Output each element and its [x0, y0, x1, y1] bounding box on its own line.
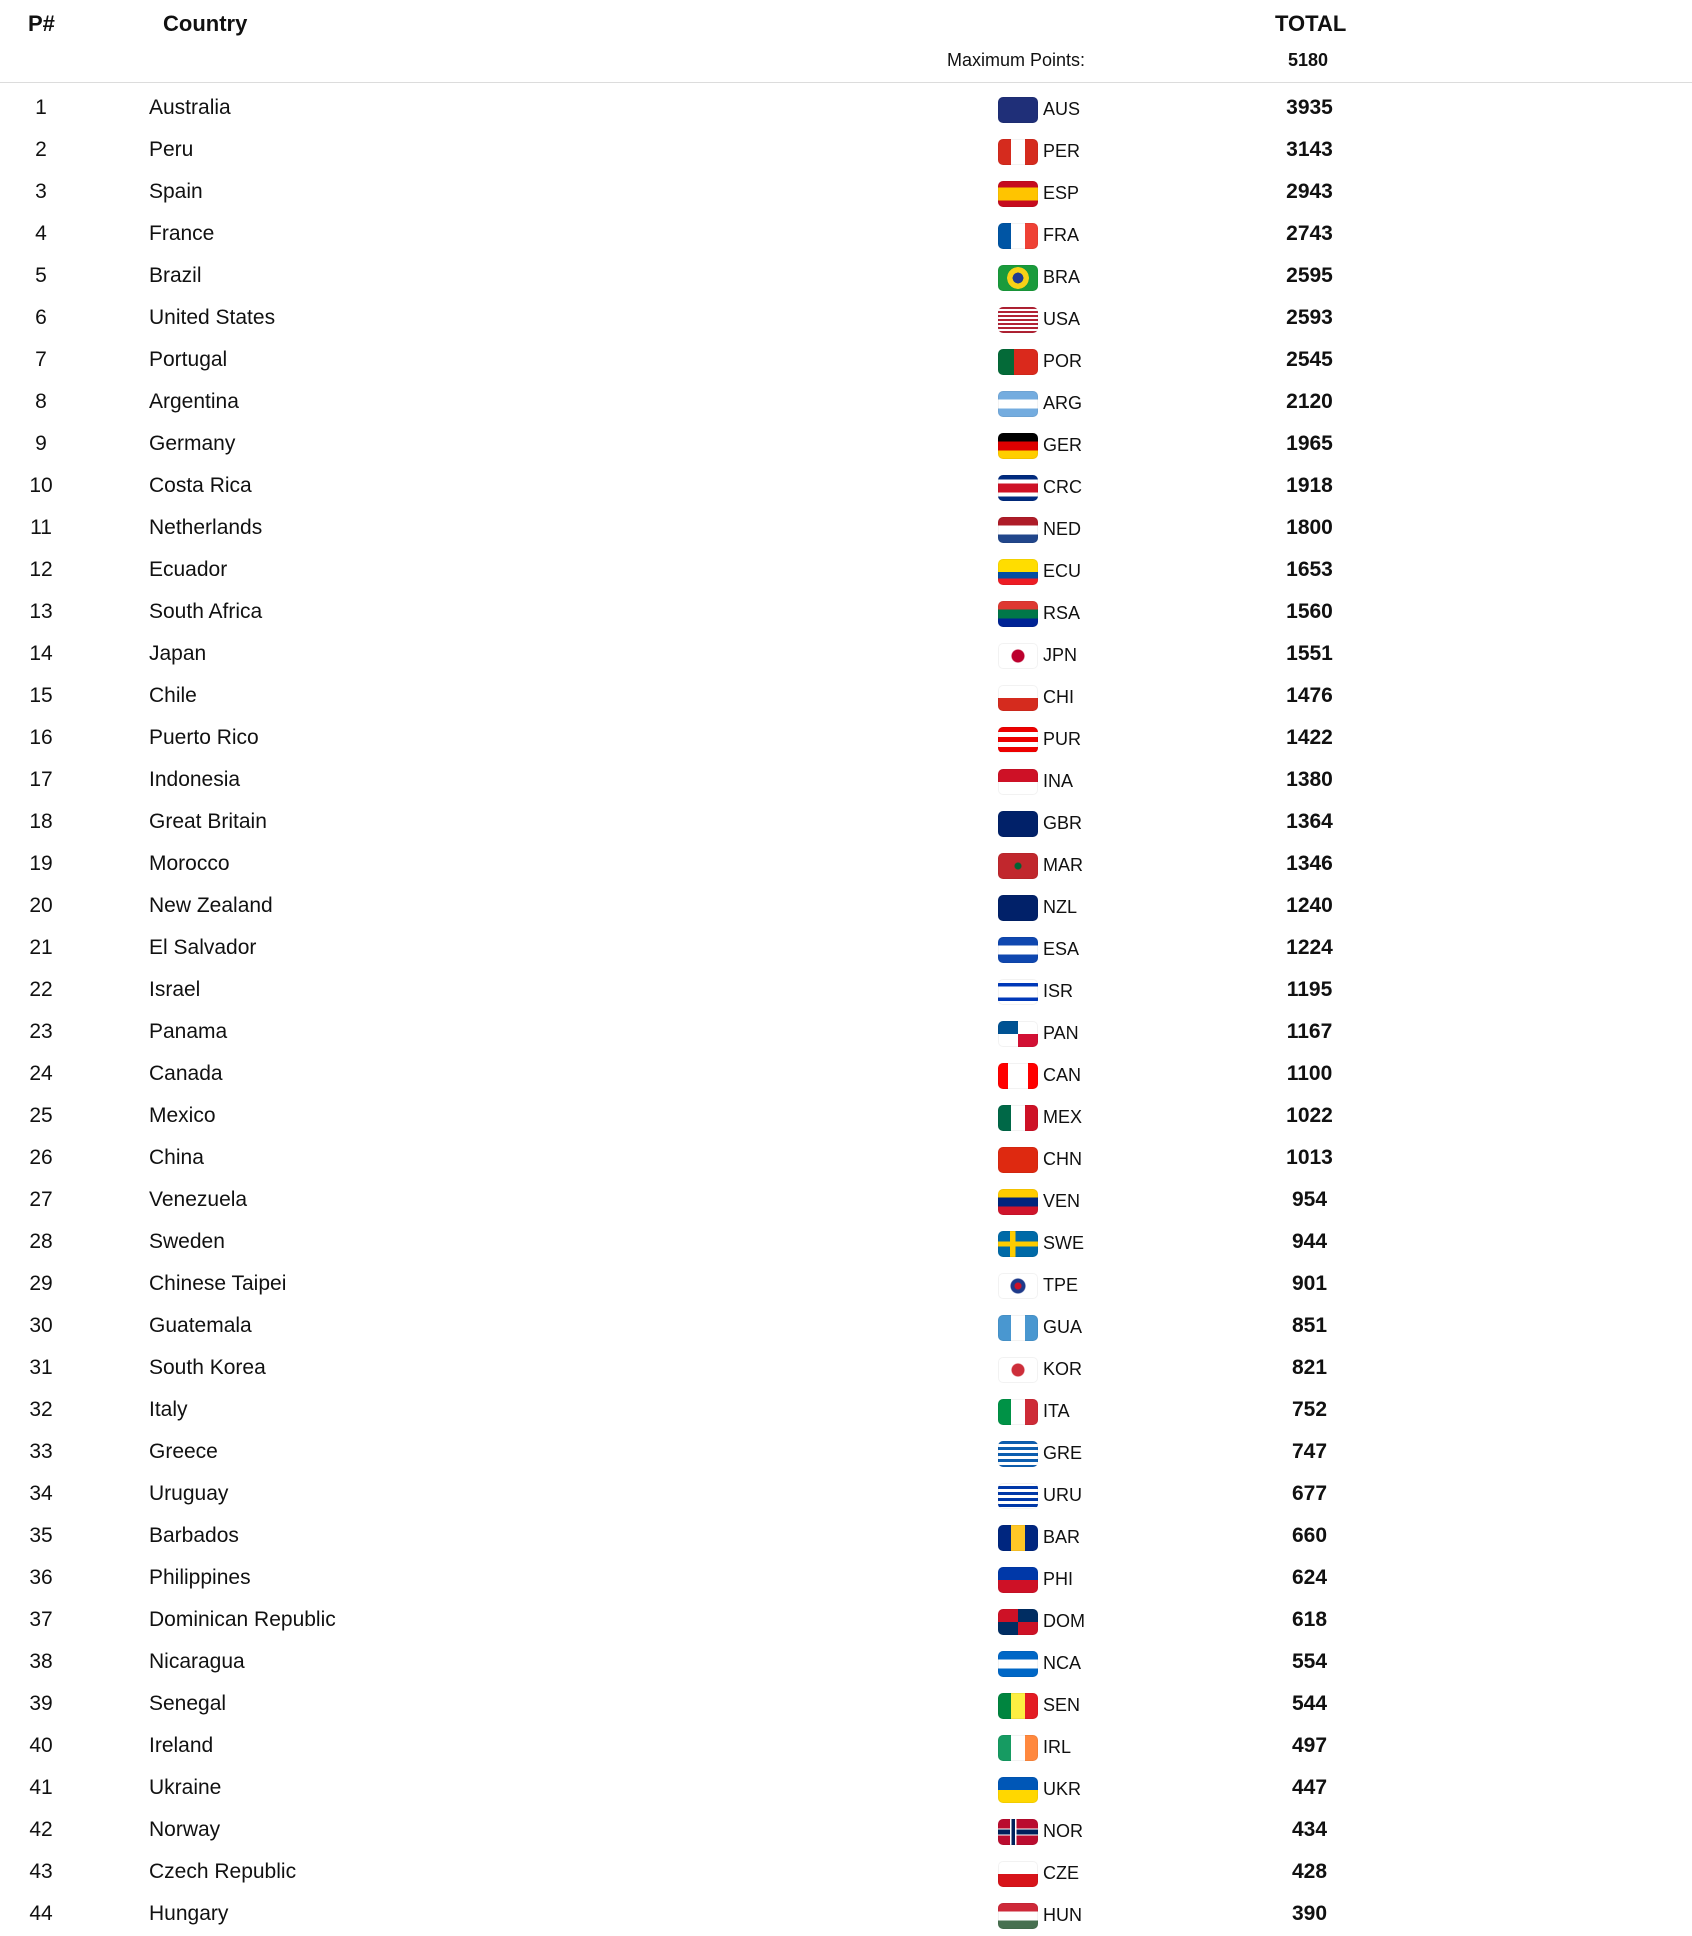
rank-cell: 17 [29, 768, 53, 791]
table-row[interactable] [0, 1390, 1692, 1432]
table-row[interactable] [0, 382, 1692, 424]
table-row[interactable] [0, 802, 1692, 844]
rank-cell: 38 [29, 1650, 53, 1673]
table-row[interactable] [0, 466, 1692, 508]
rank-cell: 5 [35, 264, 47, 287]
country-name[interactable]: Senegal [149, 1692, 227, 1715]
country-name[interactable]: Argentina [149, 390, 239, 413]
table-row[interactable] [0, 1432, 1692, 1474]
country-code: ISR [1043, 981, 1074, 1001]
table-row[interactable] [0, 298, 1692, 340]
country-name[interactable]: Puerto Rico [149, 726, 259, 749]
country-name[interactable]: Panama [149, 1020, 228, 1043]
country-flag-icon [998, 1063, 1038, 1089]
country-flag-icon [998, 475, 1038, 501]
total-points: 2743 [1286, 222, 1333, 245]
rank-cell: 18 [29, 810, 53, 833]
country-flag-icon [998, 181, 1038, 207]
total-points: 1100 [1286, 1062, 1333, 1085]
country-code: CRC [1043, 477, 1082, 497]
table-row[interactable] [0, 676, 1692, 718]
rank-cell: 14 [29, 642, 53, 665]
country-code: BAR [1043, 1527, 1081, 1547]
table-row[interactable] [0, 88, 1692, 130]
country-code: NZL [1043, 897, 1078, 917]
country-name[interactable]: Mexico [149, 1104, 216, 1127]
country-name[interactable]: Dominican Republic [149, 1608, 336, 1631]
rank-cell: 44 [29, 1902, 53, 1925]
table-row[interactable] [0, 172, 1692, 214]
table-row[interactable] [0, 760, 1692, 802]
rank-cell: 19 [29, 852, 53, 875]
total-points: 1195 [1286, 978, 1333, 1001]
country-name[interactable]: Guatemala [149, 1314, 252, 1337]
table-row[interactable] [0, 844, 1692, 886]
table-row[interactable] [0, 214, 1692, 256]
total-points: 752 [1291, 1398, 1328, 1421]
country-column-header[interactable]: Country [163, 11, 248, 36]
rank-cell: 23 [29, 1020, 53, 1043]
table-row[interactable] [0, 634, 1692, 676]
country-code: DOM [1043, 1611, 1085, 1631]
country-flag-icon [998, 1105, 1038, 1131]
country-flag-icon [998, 853, 1038, 879]
country-code: GRE [1043, 1443, 1083, 1463]
total-points: 1013 [1286, 1146, 1333, 1169]
table-row[interactable] [0, 1474, 1692, 1516]
country-code: ECU [1043, 561, 1082, 581]
table-row[interactable] [0, 718, 1692, 760]
country-flag-icon [998, 265, 1038, 291]
table-row[interactable] [0, 1012, 1692, 1054]
country-code: PUR [1043, 729, 1082, 749]
table-row[interactable] [0, 1768, 1692, 1810]
table-row[interactable] [0, 1096, 1692, 1138]
country-name[interactable]: Hungary [149, 1902, 229, 1925]
country-flag-icon [998, 937, 1038, 963]
table-row[interactable] [0, 550, 1692, 592]
country-code: VEN [1043, 1191, 1081, 1211]
table-header [0, 0, 1692, 83]
country-flag-icon [998, 97, 1038, 123]
rank-cell: 9 [35, 432, 47, 455]
country-name[interactable]: Great Britain [149, 810, 267, 833]
country-code: PER [1043, 141, 1081, 161]
table-row[interactable] [0, 970, 1692, 1012]
country-code: ESA [1043, 939, 1080, 959]
country-flag-icon [998, 727, 1038, 753]
country-name[interactable]: Costa Rica [149, 474, 252, 497]
rank-cell: 7 [35, 348, 47, 371]
table-row[interactable] [0, 1600, 1692, 1642]
country-name[interactable]: Ecuador [149, 558, 228, 581]
country-flag-icon [998, 391, 1038, 417]
country-flag-icon [998, 1231, 1038, 1257]
total-points: 1476 [1286, 684, 1333, 707]
total-points: 1022 [1286, 1104, 1333, 1127]
rank-cell: 21 [29, 936, 53, 959]
total-points: 1224 [1286, 936, 1333, 959]
total-points: 660 [1291, 1524, 1328, 1547]
rank-cell: 28 [29, 1230, 53, 1253]
total-points: 390 [1291, 1902, 1328, 1925]
country-code: POR [1043, 351, 1083, 371]
country-name[interactable]: United States [149, 306, 276, 329]
table-row[interactable] [0, 1852, 1692, 1894]
country-flag-icon [998, 1735, 1038, 1761]
table-row[interactable] [0, 1306, 1692, 1348]
country-code: HUN [1043, 1905, 1082, 1925]
rank-column-header[interactable]: P# [28, 11, 55, 36]
country-name[interactable]: Barbados [149, 1524, 239, 1547]
rank-cell: 10 [29, 474, 53, 497]
country-flag-icon [998, 1819, 1038, 1845]
country-name[interactable]: France [149, 222, 215, 245]
country-flag-icon [998, 1609, 1038, 1635]
table-row[interactable] [0, 1516, 1692, 1558]
country-name[interactable]: Spain [149, 180, 203, 203]
country-name[interactable]: Canada [149, 1062, 223, 1085]
rank-cell: 26 [29, 1146, 53, 1169]
total-points: 1346 [1286, 852, 1333, 875]
country-name[interactable]: Indonesia [149, 768, 241, 791]
total-points: 1918 [1286, 474, 1333, 497]
total-points: 1551 [1286, 642, 1333, 665]
country-name[interactable]: Australia [149, 96, 231, 119]
table-row[interactable] [0, 256, 1692, 298]
country-code: CHI [1043, 687, 1074, 707]
total-points: 954 [1291, 1188, 1328, 1211]
country-name[interactable]: Chinese Taipei [149, 1272, 287, 1295]
table-row[interactable] [0, 508, 1692, 550]
table-row[interactable] [0, 928, 1692, 970]
country-flag-icon [998, 1189, 1038, 1215]
country-code: JPN [1043, 645, 1078, 665]
country-flag-icon [998, 769, 1038, 795]
country-name[interactable]: Italy [149, 1398, 188, 1421]
rank-cell: 39 [29, 1692, 53, 1715]
country-name[interactable]: South Korea [149, 1356, 266, 1379]
country-name[interactable]: Czech Republic [149, 1860, 297, 1883]
total-points: 554 [1291, 1650, 1328, 1673]
country-name[interactable]: Germany [149, 432, 236, 455]
country-name[interactable]: Uruguay [149, 1482, 229, 1505]
ranking-table-body [0, 88, 1692, 1936]
country-code: PAN [1043, 1023, 1079, 1043]
rank-cell: 27 [29, 1188, 53, 1211]
rank-cell: 37 [29, 1608, 53, 1631]
table-row[interactable] [0, 1810, 1692, 1852]
country-code: AUS [1043, 99, 1081, 119]
total-points: 3143 [1286, 138, 1333, 161]
table-row[interactable] [0, 1558, 1692, 1600]
country-flag-icon [998, 559, 1038, 585]
total-points: 428 [1291, 1860, 1328, 1883]
rank-cell: 3 [35, 180, 47, 203]
rank-cell: 6 [35, 306, 47, 329]
country-flag-icon [998, 1399, 1038, 1425]
table-row[interactable] [0, 1684, 1692, 1726]
total-points: 434 [1291, 1818, 1328, 1841]
country-flag-icon [998, 349, 1038, 375]
rank-cell: 32 [29, 1398, 53, 1421]
country-name[interactable]: Peru [149, 138, 194, 161]
country-flag-icon [998, 1903, 1038, 1929]
country-code: SEN [1043, 1695, 1081, 1715]
rank-cell: 35 [29, 1524, 53, 1547]
country-flag-icon [998, 1147, 1038, 1173]
country-name[interactable]: El Salvador [149, 936, 257, 959]
country-flag-icon [998, 433, 1038, 459]
rank-cell: 11 [30, 516, 52, 539]
rank-cell: 41 [29, 1776, 53, 1799]
country-flag-icon [998, 1777, 1038, 1803]
table-row[interactable] [0, 1642, 1692, 1684]
country-name[interactable]: Philippines [149, 1566, 251, 1589]
table-row[interactable] [0, 424, 1692, 466]
country-name[interactable]: Sweden [149, 1230, 225, 1253]
table-row[interactable] [0, 886, 1692, 928]
country-code: ARG [1043, 393, 1083, 413]
country-name[interactable]: Greece [149, 1440, 218, 1463]
total-column-header[interactable]: TOTAL [1275, 11, 1347, 36]
country-name[interactable]: Morocco [149, 852, 230, 875]
rank-cell: 15 [29, 684, 53, 707]
total-points: 1364 [1286, 810, 1333, 833]
country-code: PHI [1043, 1569, 1074, 1589]
country-flag-icon [998, 1315, 1038, 1341]
total-points: 624 [1291, 1566, 1328, 1589]
country-name[interactable]: Japan [149, 642, 207, 665]
country-code: URU [1043, 1485, 1082, 1505]
rank-cell: 4 [35, 222, 47, 245]
country-flag-icon [998, 1357, 1038, 1383]
total-points: 1800 [1286, 516, 1333, 539]
country-flag-icon [998, 895, 1038, 921]
table-row[interactable] [0, 130, 1692, 172]
country-name[interactable]: China [149, 1146, 204, 1169]
country-flag-icon [998, 685, 1038, 711]
country-code: NCA [1043, 1653, 1082, 1673]
country-name[interactable]: Chile [149, 684, 197, 707]
country-code: GER [1043, 435, 1083, 455]
table-row[interactable] [0, 1180, 1692, 1222]
country-flag-icon [998, 1483, 1038, 1509]
rank-cell: 13 [29, 600, 53, 623]
total-points: 677 [1291, 1482, 1328, 1505]
rank-cell: 43 [29, 1860, 53, 1883]
country-code: CAN [1043, 1065, 1082, 1085]
rank-cell: 36 [29, 1566, 53, 1589]
total-points: 1380 [1286, 768, 1333, 791]
rank-cell: 22 [29, 978, 53, 1001]
total-points: 1167 [1286, 1020, 1333, 1043]
table-row[interactable] [0, 1264, 1692, 1306]
total-points: 618 [1291, 1608, 1328, 1631]
country-flag-icon [998, 601, 1038, 627]
country-name[interactable]: New Zealand [149, 894, 273, 917]
total-points: 3935 [1286, 96, 1333, 119]
country-name[interactable]: Ireland [149, 1734, 214, 1757]
total-points: 1965 [1286, 432, 1333, 455]
total-points: 1653 [1286, 558, 1333, 581]
rank-cell: 40 [29, 1734, 53, 1757]
country-flag-icon [998, 1441, 1038, 1467]
rank-cell: 42 [29, 1818, 53, 1841]
rank-cell: 8 [35, 390, 47, 413]
country-code: CZE [1043, 1863, 1079, 1883]
country-flag-icon [998, 307, 1038, 333]
country-code: ITA [1043, 1401, 1070, 1421]
country-flag-icon [998, 517, 1038, 543]
total-points: 2595 [1286, 264, 1333, 287]
country-code: KOR [1043, 1359, 1083, 1379]
country-name[interactable]: Netherlands [149, 516, 263, 539]
maximum-points-label: Maximum Points: [947, 50, 1086, 70]
country-code: NOR [1043, 1821, 1083, 1841]
country-code: CHN [1043, 1149, 1082, 1169]
country-flag-icon [998, 1567, 1038, 1593]
country-code: INA [1043, 771, 1074, 791]
rank-cell: 31 [29, 1356, 53, 1379]
country-flag-icon [998, 1021, 1038, 1047]
country-flag-icon [998, 1273, 1038, 1299]
total-points: 1560 [1286, 600, 1333, 623]
rank-cell: 20 [29, 894, 53, 917]
country-name[interactable]: Norway [149, 1818, 221, 1841]
rank-cell: 33 [29, 1440, 53, 1463]
table-row[interactable] [0, 1894, 1692, 1936]
country-name[interactable]: Nicaragua [149, 1650, 245, 1673]
total-points: 944 [1291, 1230, 1328, 1253]
country-name[interactable]: Ukraine [149, 1776, 222, 1799]
country-code: MEX [1043, 1107, 1083, 1127]
country-flag-icon [998, 811, 1038, 837]
country-code: GBR [1043, 813, 1083, 833]
rank-cell: 25 [29, 1104, 53, 1127]
table-row[interactable] [0, 1054, 1692, 1096]
table-row[interactable] [0, 1138, 1692, 1180]
country-code: NED [1043, 519, 1082, 539]
total-points: 2120 [1286, 390, 1333, 413]
country-flag-icon [998, 643, 1038, 669]
total-points: 447 [1291, 1776, 1328, 1799]
table-row[interactable] [0, 1222, 1692, 1264]
table-row[interactable] [0, 592, 1692, 634]
total-points: 2593 [1286, 306, 1333, 329]
country-code: UKR [1043, 1779, 1082, 1799]
country-code: MAR [1043, 855, 1083, 875]
country-code: TPE [1043, 1275, 1079, 1295]
country-code: GUA [1043, 1317, 1083, 1337]
country-code: BRA [1043, 267, 1081, 287]
country-code: RSA [1043, 603, 1081, 623]
rank-cell: 34 [29, 1482, 53, 1505]
total-points: 2545 [1286, 348, 1333, 371]
country-code: FRA [1043, 225, 1079, 245]
country-name[interactable]: Venezuela [149, 1188, 248, 1211]
table-row[interactable] [0, 1726, 1692, 1768]
total-points: 1240 [1286, 894, 1333, 917]
total-points: 851 [1291, 1314, 1328, 1337]
country-flag-icon [998, 1861, 1038, 1887]
rank-cell: 24 [29, 1062, 53, 1085]
country-name[interactable]: South Africa [149, 600, 263, 623]
table-row[interactable] [0, 1348, 1692, 1390]
total-points: 2943 [1286, 180, 1333, 203]
country-name[interactable]: Israel [149, 978, 201, 1001]
total-points: 747 [1291, 1440, 1328, 1463]
maximum-points-value: 5180 [1288, 50, 1329, 70]
total-points: 1422 [1286, 726, 1333, 749]
country-name[interactable]: Portugal [149, 348, 228, 371]
country-code: IRL [1043, 1737, 1072, 1757]
rank-cell: 2 [35, 138, 47, 161]
country-code: USA [1043, 309, 1081, 329]
country-code: ESP [1043, 183, 1080, 203]
rank-cell: 16 [29, 726, 53, 749]
rank-cell: 29 [29, 1272, 53, 1295]
country-flag-icon [998, 1651, 1038, 1677]
country-flag-icon [998, 1525, 1038, 1551]
table-row[interactable] [0, 340, 1692, 382]
total-points: 901 [1291, 1272, 1328, 1295]
country-code: SWE [1043, 1233, 1085, 1253]
country-name[interactable]: Brazil [149, 264, 202, 287]
total-points: 497 [1291, 1734, 1328, 1757]
rank-cell: 1 [35, 96, 47, 119]
total-points: 544 [1291, 1692, 1328, 1715]
total-points: 821 [1291, 1356, 1328, 1379]
country-flag-icon [998, 223, 1038, 249]
country-flag-icon [998, 1693, 1038, 1719]
rank-cell: 12 [29, 558, 53, 581]
country-flag-icon [998, 139, 1038, 165]
country-flag-icon [998, 979, 1038, 1005]
rank-cell: 30 [29, 1314, 53, 1337]
